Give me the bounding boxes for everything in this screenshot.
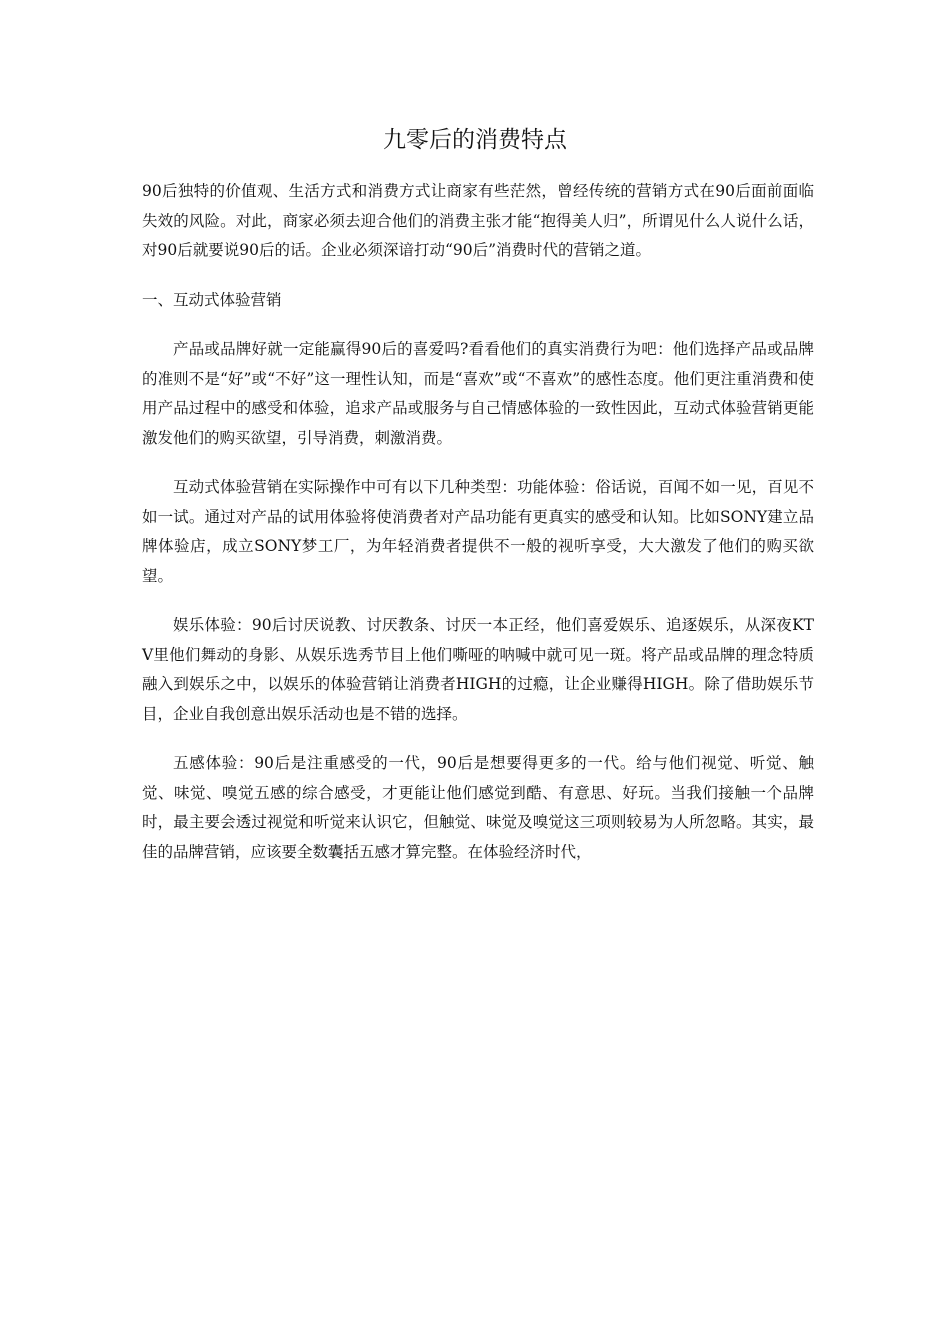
body-paragraph: 五感体验：90后是注重感受的一代，90后是想要得更多的一代。给与他们视觉、听觉、触觉、味觉、嗅觉五感的综合感受，才更能让他们感觉到酷、有意思、好玩。当我们接触一个品牌时，最主要会透过视觉和听觉来认识它，但触觉、味觉及嗅觉这三项则较易为人所忽略。其实，最佳的品牌营销，应该要全数囊括五感才算完整。在体验经济时代， (142, 754, 814, 861)
body-paragraph: 互动式体验营销在实际操作中可有以下几种类型：功能体验：俗话说，百闻不如一见，百见不如一试。通过对产品的试用体验将使消费者对产品功能有更真实的感受和认知。比如SONY建立品牌体验店，成立SONY梦工厂，为年轻消费者提供不一般的视听享受，大大激发了他们的购买欲望。 (142, 478, 814, 585)
body-paragraph: 产品或品牌好就一定能赢得90后的喜爱吗?看看他们的真实消费行为吧：他们选择产品或品牌的准则不是“好”或“不好”这一理性认知，而是“喜欢”或“不喜欢”的感性态度。他们更注重消费和使用产品过程中的感受和体验，追求产品或服务与自己情感体验的一致性因此，互动式体验营销更能激发他们的购买欲望，引导消费，刺激消费。 (142, 340, 814, 447)
document-body (142, 177, 814, 887)
document-title: 九零后的消费特点 (383, 127, 567, 153)
section-heading: 一、互动式体验营销 (142, 290, 282, 309)
intro-paragraph: 90后独特的价值观、生活方式和消费方式让商家有些茫然，曾经传统的营销方式在90后面前面临失效的风险。对此，商家必须去迎合他们的消费主张才能“抱得美人归”，所谓见什么人说什么话，对90后就要说90后的话。企业必须深谙打动“90后”消费时代的营销之道。 (142, 182, 814, 259)
body-paragraph: 娱乐体验：90后讨厌说教、讨厌教条、讨厌一本正经，他们喜爱娱乐、追逐娱乐，从深夜KTV里他们舞动的身影、从娱乐选秀节目上他们嘶哑的呐喊中就可见一斑。将产品或品牌的理念特质融入到娱乐之中，以娱乐的体验营销让消费者HIGH的过瘾，让企业赚得HIGH。除了借助娱乐节目，企业自我创意出娱乐活动也是不错的选择。 (142, 616, 814, 723)
